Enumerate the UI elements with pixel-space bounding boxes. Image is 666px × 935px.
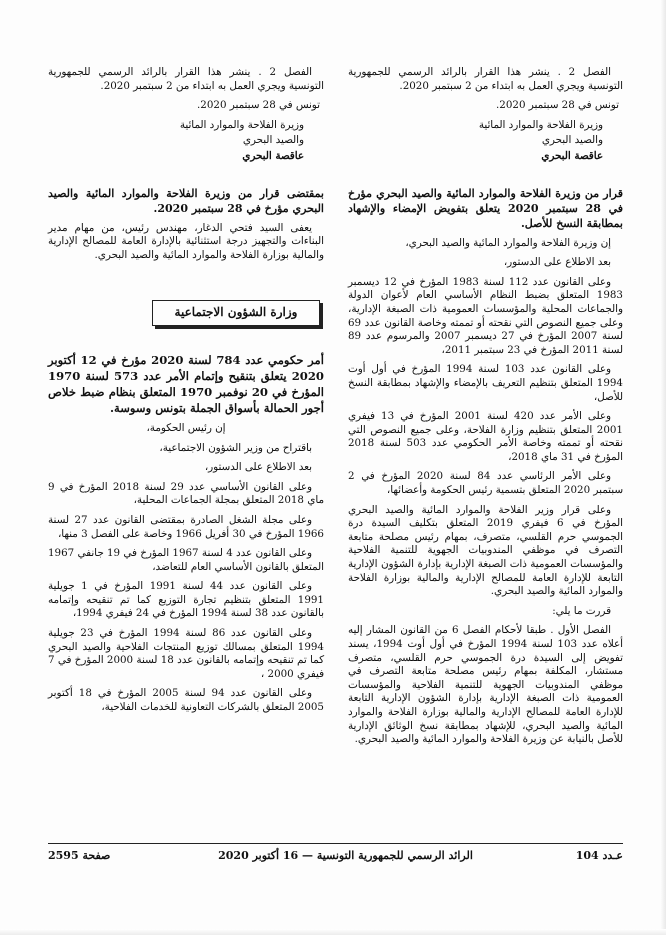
proposal-line: باقتراح من وزير الشؤون الاجتماعية، <box>159 441 312 454</box>
preamble-clause-1: بعد الاطلاع على الدستور، <box>204 461 312 474</box>
article-1: الفصل الأول . طبقا لأحكام الفصل 6 من القانون المشار إليه أعلاه عدد 103 لسنة 1994 المؤرخ في أول أوت 1994، يسند تفويض إلى السيدة درة الجموسي حرم القلسي، متصرف مستشار، المكلفة بمهام رئيس مصلحة متابعة التصرف في موظفي المندوبيات الجهوية للتنمية الفلاحية والمؤسسات العمومية ذات الصبغة الإدارية بإدارة الشؤون الإدارية التابعة للإدارة العامة للمصالح الإدارية والمالية بوزارة الفلاحة والموارد المائية والصيد البحري، للإشهاد بمطابقة نسخ الوثائق الإدارية للأصل بالنيابة عن وزيرة الفلاحة والموارد المائية والصيد البحري. <box>348 624 623 746</box>
article-2: الفصل 2 . ينشر هذا القرار بالرائد الرسمي للجمهورية التونسية ويجري العمل به ابتداء من 2 سبتمبر 2020. <box>48 66 324 92</box>
gazette-title: الرائد الرسمي للجمهورية التونسية — 16 أكتوبر 2020 <box>218 849 473 862</box>
footer-rule <box>48 843 623 844</box>
preamble-clause-3: وعلى مجلة الشغل الصادرة بمقتضى القانون عدد 27 لسنة 1966 المؤرخ في 30 أفريل 1966 وخاصة على الفصل 3 منها، <box>48 513 324 540</box>
decision-title: بمقتضى قرار من وزيرة الفلاحة والموارد المائية والصيد البحري مؤرخ في 28 سبتمبر 2020. <box>48 186 324 215</box>
signatory-name: عاقصة البحري <box>242 149 304 162</box>
preamble-clause-4: وعلى الأمر عدد 420 لسنة 2001 المؤرخ في 13 فيفري 2001 المتعلق بتنظيم وزارة الفلاحة، وعلى جميع النصوص التي نقحته أو تممته وخاصة الأمر الحكومي عدد 503 لسنة 2018 المؤرخ في 31 ماي 2018، <box>348 410 623 463</box>
preamble-clause-1: بعد الاطلاع على الدستور، <box>503 256 611 269</box>
right-column <box>348 66 623 753</box>
decides-heading: قررت ما يلي: <box>552 604 611 617</box>
prime-minister-line: إن رئيس الحكومة، <box>146 421 226 434</box>
signatory-title-1: وزيرة الفلاحة والموارد المائية <box>478 118 603 131</box>
left-column <box>48 66 324 721</box>
issue-number: عـدد 104 <box>575 849 623 862</box>
order-title: أمر حكومي عدد 784 لسنة 2020 مؤرخ في 12 أكتوبر 2020 يتعلق بتنقيح وإتمام الأمر عدد 573 لسنة 1970 المؤرخ في 20 نوفمبر 1970 المتعلق بنظام ضبط خلاص أجور الحمالة بأسواق الجملة بتونس وسوسة. <box>48 352 324 415</box>
preamble-clause-2: وعلى القانون الأساسي عدد 29 لسنة 2018 المؤرخ في 9 ماي 2018 المتعلق بمجلة الجماعات المحلية، <box>48 480 324 507</box>
preamble-clause-6: وعلى قرار وزير الفلاحة والموارد المائية والصيد البحري المؤرخ في 6 فيفري 2019 المتعلق بتكليف السيدة درة الجموسي حرم القلسي، متصرف، بمهام رئيس مصلحة متابعة التصرف في موظفي المندوبيات الجهوية للتنمية الفلاحية والمؤسسات العمومية ذات الصبغة الإدارية بإدارة الشؤون الإدارية التابعة للإدارة العامة للمصالح الإدارية والمالية بوزارة الفلاحة والموارد المائية والصيد البحري. <box>348 503 623 598</box>
page-bottom-shadow <box>0 929 666 935</box>
signatory-title-1: وزيرة الفلاحة والموارد المائية <box>179 118 304 131</box>
signatory-title-2: والصيد البحري <box>242 134 304 147</box>
preamble-clause-5: وعلى القانون عدد 44 لسنة 1991 المؤرخ في 1 جويلية 1991 المتعلق بتنظيم تجارة التوزيع كما تم تنقيحه وإتمامه بالقانون عدد 38 لسنة 1994 المؤرخ في 24 فيفري 1994، <box>48 580 324 620</box>
preamble-clause-3: وعلى القانون عدد 103 لسنة 1994 المؤرخ في أول أوت 1994 المتعلق بتنظيم التعريف بالإمضاء والإشهاد بمطابقة النسخ للأصل، <box>348 363 623 403</box>
preamble-clause-2: وعلى القانون عدد 112 لسنة 1983 المؤرخ في 12 ديسمبر 1983 المتعلق بضبط النظام الأساسي العام لأعوان الدولة والجماعات المحلية والمؤسسات العمومية ذات الصبغة الإدارية، وعلى جميع النصوص التي نقحته أو تممته وخاصة القانون عدد 69 لسنة 2007 المؤرخ في 27 ديسمبر 2007 والمرسوم عدد 89 لسنة 2011 المؤرخ في 23 سبتمبر 2011، <box>348 275 623 356</box>
decision-body: يعفى السيد فتحي الدغار، مهندس رئيس، من مهام مدير البناءات والتجهيز درجة استثنائية بالإدارة العامة للمصالح الإدارية والمالية بوزارة الفلاحة والموارد المائية والصيد البحري. <box>48 221 324 261</box>
page-footer <box>48 843 623 871</box>
ministry-heading-box: وزارة الشؤون الاجتماعية <box>152 300 320 326</box>
page-number: صفحة 2595 <box>48 849 111 862</box>
article-2: الفصل 2 . ينشر هذا القرار بالرائد الرسمي للجمهورية التونسية ويجري العمل به ابتداء من 2 سبتمبر 2020. <box>348 66 623 92</box>
preamble-clause-6: وعلى القانون عدد 86 لسنة 1994 المؤرخ في 23 جويلية 1994 المتعلق بمسالك توزيع المنتجات الفلاحية والصيد البحري كما تم تنقيحه وإتمامه بالقانون عدد 18 لسنة 2000 المؤرخ في 7 فيفري 2000 ، <box>48 627 325 680</box>
ministry-heading-wrap <box>48 300 324 326</box>
decision-title: قرار من وزيرة الفلاحة والموارد المائية والصيد البحري مؤرخ في 28 سبتمبر 2020 يتعلق بتفويض الإمضاء والإشهاد بمطابقة النسخ للأصل. <box>348 186 623 230</box>
preamble-clause-5: وعلى الأمر الرئاسي عدد 84 لسنة 2020 المؤرخ في 2 سبتمبر 2020 المتعلق بتسمية رئيس الحكومة وأعضائها، <box>348 470 623 497</box>
page-edge-shadow <box>660 0 666 935</box>
signatory-title-2: والصيد البحري <box>541 134 603 147</box>
preamble-clause-4: وعلى القانون عدد 4 لسنة 1967 المؤرخ في 19 جانفي 1967 المتعلق بالقانون الأساسي العام للتعاضد، <box>48 547 324 573</box>
signing-date: تونس في 28 سبتمبر 2020. <box>197 99 320 112</box>
signing-date: تونس في 28 سبتمبر 2020. <box>496 99 619 112</box>
signatory-name: عاقصة البحري <box>541 149 603 162</box>
preamble-clause-7: وعلى القانون عدد 94 لسنة 2005 المؤرخ في 18 أكتوبر 2005 المتعلق بالشركات التعاونية للخدمات الفلاحية، <box>48 687 324 714</box>
preamble-intro: إن وزيرة الفلاحة والموارد المائية والصيد البحري، <box>405 236 611 249</box>
